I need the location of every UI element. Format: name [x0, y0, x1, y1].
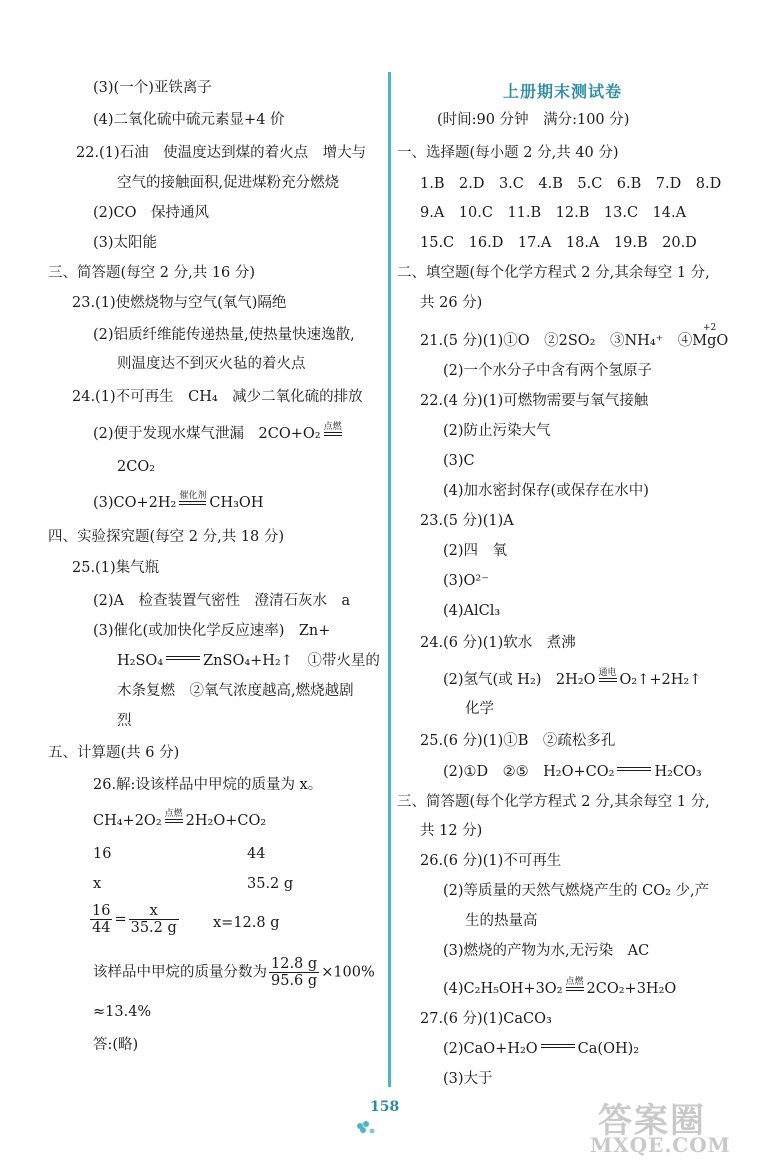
reaction-arrow: [617, 767, 651, 771]
equation-product: 2CO₂: [117, 459, 156, 475]
answer-line: 26.解:设该样品中甲烷的质量为 x。: [93, 777, 323, 793]
answer-line: 26.(6 分)(1)不可再生: [420, 853, 562, 869]
ratio-value: x: [93, 876, 102, 892]
answer-line: (2)四 氧: [443, 543, 508, 559]
answer-line: (3)催化(或加快化学反应速率) Zn+: [93, 623, 331, 639]
fraction: $\frac{16}{44}$: [92, 903, 111, 936]
answer-line: 21.(5 分)(1)①O ②2SO₂ ③NH₄⁺ ④MgO: [420, 333, 729, 349]
equation-text: CH₄+2O₂: [93, 813, 162, 829]
answer-line: 15.C 16.D 17.A 18.A 19.B 20.D: [420, 235, 697, 251]
answer-line: ≈13.4%: [93, 1004, 152, 1020]
section-title: 上册期末测试卷: [503, 82, 623, 101]
answer-line: (3)C: [443, 453, 475, 469]
equation-product: Ca(OH)₂: [577, 1041, 640, 1057]
answer-line: (3)燃烧的产物为水,无污染 AC: [443, 943, 650, 959]
equation-line: [93, 422, 345, 443]
answer-line: (3)大于: [443, 1071, 493, 1087]
answer-line: (3)(一个)亚铁离子: [93, 80, 212, 96]
reaction-arrow: [179, 501, 206, 505]
reaction-condition: [599, 668, 617, 682]
reaction-condition: [166, 656, 200, 660]
answer-line: 27.(6 分)(1)CaCO₃: [420, 1011, 552, 1027]
section-heading: 二、填空题(每个化学方程式 2 分,其余每空 1 分,: [397, 265, 710, 281]
proportion-line: $\frac{16}{44}$ = $\frac{x}{35.2 g}$: [92, 903, 177, 936]
flower-ornament-icon: [352, 1118, 380, 1138]
answer-line: 化学: [465, 701, 494, 717]
equation-text: (2)CaO+H₂O: [443, 1041, 538, 1057]
equation-text: (3)CO+2H₂: [93, 495, 177, 511]
section-heading: 四、实验探究题(每空 2 分,共 18 分): [48, 529, 285, 545]
fraction: $\frac{x}{35.2 g}$: [130, 903, 177, 936]
watermark-url: MXQE.COM: [590, 1133, 731, 1157]
reaction-arrow: [166, 656, 200, 660]
answer-line: (2)CO 保持通风: [93, 205, 210, 221]
answer-line: 答:(略): [93, 1037, 139, 1053]
equation-text: (2)氢气(或 H₂) 2H₂O: [443, 672, 596, 688]
reaction-condition: [179, 491, 206, 505]
answer-line: 25.(6 分)(1)①B ②疏松多孔: [420, 733, 616, 749]
section-heading: 五、计算题(共 6 分): [48, 745, 180, 761]
equation-line: [443, 763, 702, 781]
answer-line: 22.(4 分)(1)可燃物需要与氧气接触: [420, 393, 649, 409]
answer-line: 22.(1)石油 使温度达到煤的着火点 增大与: [76, 145, 367, 161]
section-heading: 共 12 分): [420, 823, 483, 839]
equation-text: (2)①D ②⑤ H₂O+CO₂: [443, 764, 615, 780]
equation-product: 2H₂O+CO₂: [185, 813, 267, 829]
equation-text: (2)便于发现水煤气泄漏 2CO+O₂: [93, 426, 321, 442]
equation-line: [117, 652, 380, 670]
answer-line: 该样品中甲烷的质量分数为 $\frac{12.8 g}{95.6 g}$ ×100%: [93, 956, 375, 989]
condition-label: 点燃: [565, 977, 584, 987]
reaction-condition: [617, 767, 651, 771]
fraction: $\frac{12.8 g}{95.6 g}$: [271, 956, 318, 989]
condition-label: 点燃: [164, 809, 183, 819]
answer-line: (4)加水密封保存(或保存在水中): [443, 483, 649, 499]
answer-line: (4)AlCl₃: [443, 603, 501, 619]
section-heading: 共 26 分): [420, 295, 483, 311]
equation-line: [93, 491, 264, 512]
reaction-condition: [566, 977, 584, 991]
column-divider: [388, 72, 391, 1087]
condition-label: 点燃: [323, 422, 342, 432]
condition-label: 催化剂: [179, 491, 207, 501]
answer-line: 烈: [117, 713, 132, 729]
equation-line: [93, 809, 267, 830]
equation-line: [443, 1040, 639, 1058]
reaction-condition: [541, 1044, 575, 1048]
answer-line: (2)铝质纤维能传递热量,使热量快速逸散,: [93, 327, 355, 343]
answer-line: 1.B 2.D 3.C 4.B 5.C 6.B 7.D 8.D: [420, 176, 722, 192]
answer-line: 木条复燃 ②氧气浓度越高,燃烧越剧: [117, 683, 354, 699]
condition-label: 通电: [598, 668, 617, 678]
answer-line: (2)A 检查装置气密性 澄清石灰水 a: [93, 593, 351, 609]
exam-info: (时间:90 分钟 满分:100 分): [437, 112, 630, 128]
equation-line: [443, 977, 677, 998]
reaction-arrow: [541, 1044, 575, 1048]
equation-product: 2CO₂+3H₂O: [586, 981, 677, 997]
answer-line: x=12.8 g: [213, 915, 280, 931]
answer-line: 23.(1)使燃烧物与空气(氧气)隔绝: [72, 295, 287, 311]
section-heading: 三、简答题(每空 2 分,共 16 分): [48, 265, 256, 281]
answer-line: 24.(6 分)(1)软水 煮沸: [420, 635, 576, 651]
reaction-arrow: [566, 987, 584, 991]
answer-line: 24.(1)不可再生 CH₄ 减少二氧化硫的排放: [72, 389, 363, 405]
answer-line: 9.A 10.C 11.B 12.B 13.C 14.A: [420, 205, 687, 221]
ratio-value: 16: [93, 846, 112, 862]
reaction-arrow: [324, 432, 342, 436]
section-heading: 三、简答题(每个化学方程式 2 分,其余每空 1 分,: [397, 794, 710, 810]
equation-product: H₂CO₃: [654, 764, 702, 780]
answer-line: 空气的接触面积,促进煤粉充分燃烧: [117, 175, 340, 191]
ratio-value: 35.2 g: [247, 876, 294, 892]
reaction-arrow: [165, 819, 183, 823]
reaction-condition: [165, 809, 183, 823]
answer-line: (2)等质量的天然气燃烧产生的 CO₂ 少,产: [443, 883, 710, 899]
equation-product: ZnSO₄+H₂↑ ①带火星的: [203, 653, 380, 669]
equation-product: CH₃OH: [209, 495, 264, 511]
reaction-arrow: [599, 678, 617, 682]
reaction-condition: [324, 422, 342, 436]
section-heading: 一、选择题(每小题 2 分,共 40 分): [397, 145, 619, 161]
answer-line: 25.(1)集气瓶: [72, 560, 160, 576]
answer-line: 23.(5 分)(1)A: [420, 513, 514, 529]
equation-product: O₂↑+2H₂↑: [619, 672, 702, 688]
equation-line: [443, 668, 702, 689]
valence-mark: +2: [703, 323, 717, 333]
page-number: 158: [370, 1099, 400, 1115]
answer-line: (2)一个水分子中含有两个氢原子: [443, 363, 653, 379]
answer-line: 则温度达不到灭火毡的着火点: [117, 356, 306, 372]
answer-line: (4)二氧化硫中硫元素显+4 价: [93, 112, 285, 128]
ratio-value: 44: [247, 846, 266, 862]
answer-line: (3)太阳能: [93, 235, 158, 251]
answer-line: (2)防止污染大气: [443, 423, 551, 439]
watermark-logo: 答案圈: [598, 1101, 706, 1141]
equation-text: H₂SO₄: [117, 653, 164, 669]
equation-text: (4)C₂H₅OH+3O₂: [443, 981, 563, 997]
answer-line: (3)O²⁻: [443, 573, 489, 589]
answer-line: 生的热量高: [465, 913, 538, 929]
